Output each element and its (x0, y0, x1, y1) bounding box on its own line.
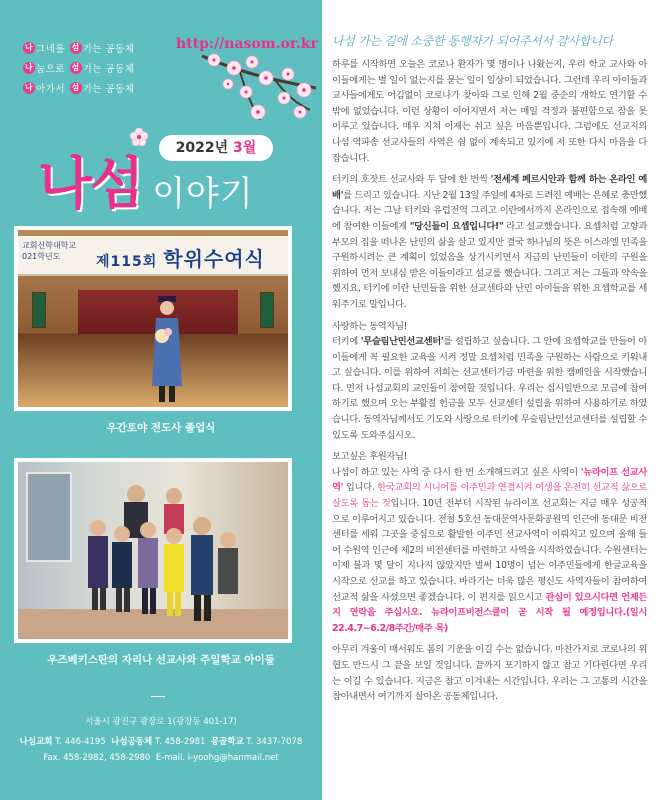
footer-contacts: 나섬교회 T. 446-4195 나섬공동체 T. 458-2981 몽골학교 T. 3437-7078 (19, 737, 303, 747)
footer-address: 서울시 광진구 광장로 1(광장동 401-17) (85, 717, 237, 727)
graduation-photo (14, 226, 292, 411)
ceremony-banner: 교회신학대학교 021학년도 제115회 학위수여식 (18, 236, 288, 276)
letter-paragraph-2: 터키의 호잣트 선교사와 두 달에 한 번씩 '전세계 페르시안과 함께 하는 온라인 예배'를 드리고 있습니다. 지난 2월 13일 주일에 4차로 드려진 예배는 은혜로 충만했습니다. 저는 그날 터키와 유럽전역 그리고 이란에서까지 온라인으로 접속해 예배에 참여한 이들에게 "당신들이 요셉입니다!" 라고 설교했습니다. 요셉처럼 고향과 부모의 집을 떠나온 난민의 삶을 살고 있지만 결국 하나님의 뜻은 이스라엘 민족을 구원하시려는 큰 계획이 있었음을 상기시키면서 지금의 난민들이 이란의 구원을 위하여 먼저 보내심 받은 이들이라고 설교를 했습니다. 그리고 저는 그들과 약속을 했지요, 터키에 이란 난민들을 위한 선교센타와 난민 아이들을 위한 요셉학교를 세워주기로 말입니다. (332, 174, 647, 310)
graduation-caption: 우간토야 전도사 졸업식 (106, 422, 216, 434)
letter-paragraph-1: 하루를 시작하면 오늘은 코로나 환자가 몇 명이나 나왔는지, 우리 학교 교사와 아이들에게는 별 일이 없는지를 묻는 일이 일상이 되었습니다. 그런데 우리 아이들과 교사들에게도 어김없이 코로나가 찾아와 그로 인해 2월 중순의 개학도 연기할 수밖에 없었습니다. 이런 상황이 이어지면서 저는 매일 걱정과 불편함으로 잠을 못 이루고 있습니다. 매우 지쳐 이제는 쉬고 싶은 마음뿐입니다. 그럼에도 선교지의 나섬 역파송 선교사들의 사역은 쉼 없이 계속되고 있기에 저 또한 다시 마음을 다잡습니다. (332, 59, 647, 164)
children-caption: 우즈베키스탄의 자리나 선교사와 주일학교 아이들 (47, 654, 275, 666)
children-group-icon (78, 480, 248, 630)
title-sub: 이야기 (152, 174, 254, 214)
graduate-figure-icon (150, 296, 184, 404)
flower-icon (130, 128, 148, 146)
slogans (22, 38, 134, 98)
children-scene (18, 462, 288, 639)
left-panel (0, 0, 322, 800)
website-link[interactable]: http://nasom.or.kr (176, 36, 318, 52)
title-main: 나섬 (38, 152, 143, 217)
window (26, 472, 72, 562)
graduation-scene (18, 230, 288, 407)
footer-fax-email: Fax. 458-2982, 458-2980 E-mail. i-yoohg@hanmail.net (43, 753, 279, 763)
letter-paragraph-3: 사랑하는 동역자님! 터키에 '무슬림난민선교센터'를 설립하고 싶습니다. 그 안에 요셉학교를 만들어 아이들에게 꼭 필요한 교육을 시켜 정말 요셉처럼 민족을 구원하는 사람으로 키워내고 싶습니다. 이를 위하여 저희는 선교센터기금 마련을 위한 캠페인을 시작했습니다. 먼저 나섬교회의 교인들이 참여할 것입니다. 우리는 십시일반으로 모금에 참여하기로 했으며 오는 부활절 헌금을 모두 선교센터 설립을 위하여 사용하기로 하였습니다. 동역자님께서도 기도와 사랑으로 터키에 무슬림난민선교센터를 설립할 수 있도록 도와주십시오. (332, 320, 647, 441)
issue-date-badge: 2022년 3월 (159, 135, 273, 161)
newsletter-title (38, 152, 254, 218)
email-link[interactable]: E-mail. i-yoohg@hanmail.net (155, 753, 279, 763)
letter-heading: 나섬 가는 길에 소중한 동행자가 되어주셔서 감사합니다 (332, 34, 613, 48)
letter-paragraph-4: 보고싶은 후원자님! 나섬이 하고 있는 사역 중 다시 한 번 소개해드리고 싶은 사역이 '뉴라이프 선교사역' 입니다. 한국교회의 시니어를 이주민과 연결시켜 여생을 온전히 선교적 삶으로 살도록 돕는 것입니다. 10년 전부터 시작된 뉴라이프 선교회는 지금 매우 성공적으로 이루어지고 있습니다. 전철 5호선 동대문역사문화공원역 인근에 동대문 비전센터를 세워 그곳을 중심으로 활발한 이주민 선교사역이 이뤄지고 있으며 올해 들어 수원역 인근에 제2의 비전센터를 마련하고 사역을 시작하였습니다. 수원센터는 이제 불과 몇 달이 지나지 않았지만 벌써 10명이 넘는 이주민들에게 한글교육을 시작으로 선교를 하고 있습니다. 바라기는 더욱 많은 평신도 사역자들이 참여하여 선교적 삶을 사셨으면 좋겠습니다. 이 편지를 읽으시고 관심이 있으시다면 언제든지 연락을 주십시오. 뉴라이프비전스쿨이 곧 시작 될 예정입니다.(일시 22.4.7~6.2/8주간/매주 목) (332, 451, 648, 634)
letter-panel (322, 0, 661, 800)
blossom-branch-icon (200, 48, 318, 128)
slogan-2: 나 눔으로 섬 기는 공동체 (24, 62, 135, 75)
letter-paragraph-5: 아무리 겨울이 매서워도 봄의 기운을 이길 수는 없습니다. 마찬가지로 코로나의 위협도 반드시 그 끝을 보일 것입니다. 끝까지 포기하지 않고 참고 기다린다면 우리는 이길 수 있습니다. 지금은 참고 이겨내는 시간입니다. 우리는 그 고통의 시간을 참아내면서 여기까지 살아온 공동체입니다. (332, 644, 647, 703)
slogan-1: 나 그네를 섬 기는 공동체 (24, 42, 135, 55)
slogan-3: 나 아가서 섬 기는 공동체 (24, 82, 135, 95)
divider (151, 696, 165, 697)
flag-right (260, 292, 274, 328)
flag-left (32, 292, 46, 328)
children-photo (14, 458, 292, 643)
